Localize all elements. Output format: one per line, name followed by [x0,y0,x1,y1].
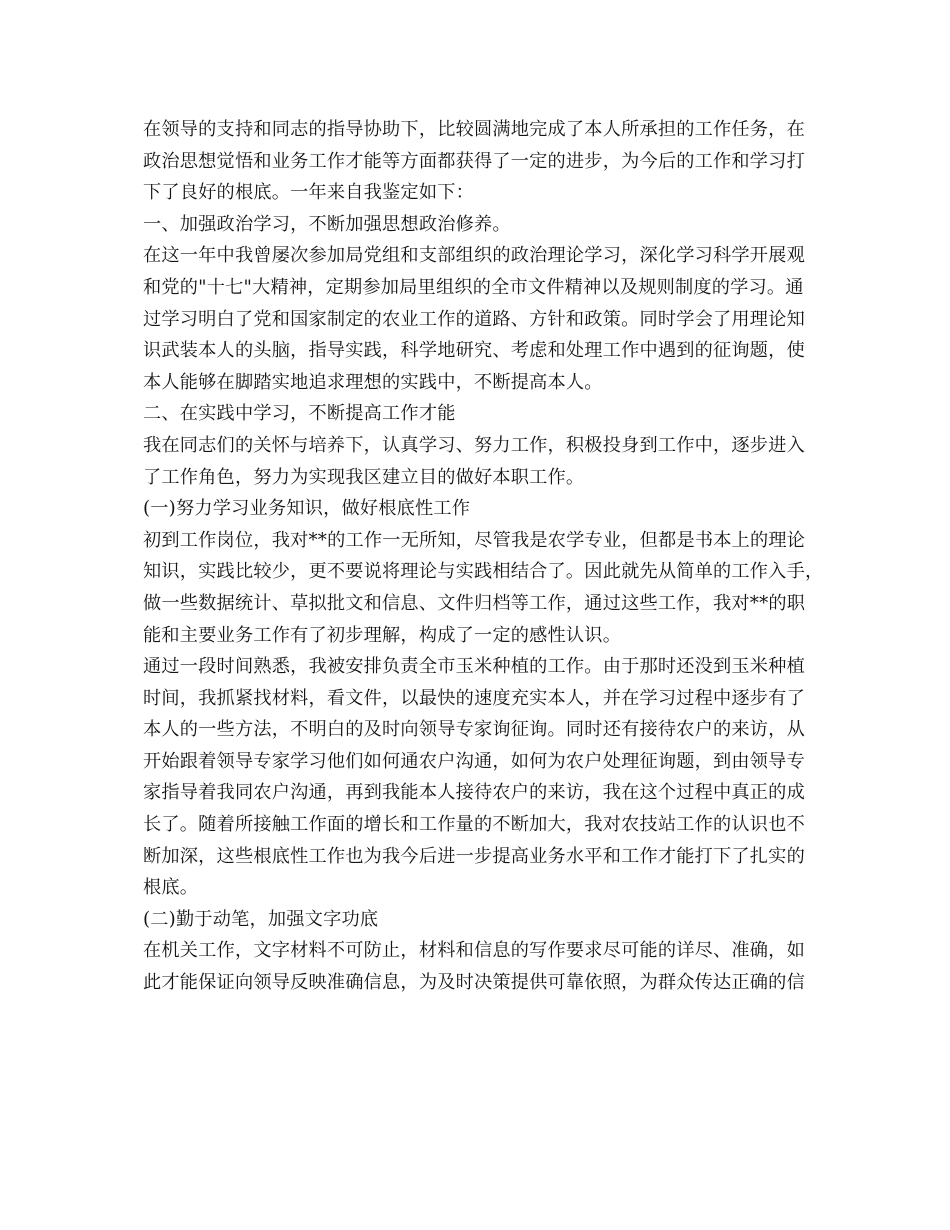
text-line: 家指导着我同农户沟通，再到我能本人接待农户的来访，我在这个过程中真正的成 [143,782,805,804]
text-line: 本人的一些方法，不明白的及时向领导专家询征询。同时还有接待农户的来访，从 [143,719,805,741]
text-line: 通过一段时间熟悉，我被安排负责全市玉米种植的工作。由于那时还没到玉米种植 [143,656,805,678]
text-line: 能和主要业务工作有了初步理解，构成了一定的感性认识。 [143,624,622,646]
text-line: 一、加强政治学习，不断加强思想政治修养。 [143,213,511,235]
paragraph-political-study [143,240,823,398]
text-line: 政治思想觉悟和业务工作才能等方面都获得了一定的进步，为今后的工作和学习打 [143,150,805,172]
text-line: 下了良好的根底。一年来自我鉴定如下： [143,182,474,204]
text-line: 过学习明白了党和国家制定的农业工作的道路、方针和政策。同时学会了用理论知 [143,308,805,330]
section-heading-1 [143,209,823,241]
text-line: 根底。 [143,877,199,899]
paragraph-corn-planting [143,651,823,904]
text-line: 识武装本人的头脑，指导实践，科学地研究、考虑和处理工作中遇到的征询题，使 [143,340,805,362]
text-line: 和党的"十七"大精神，定期参加局里组织的全市文件精神以及规则制度的学习。通 [143,276,804,298]
text-line: 二、在实践中学习，不断提高工作才能 [143,403,456,425]
paragraph-writing [143,935,823,998]
text-line: 知识，实践比较少，更不要说将理论与实践相结合了。因此就先从简单的工作入手， [143,561,824,583]
text-line: 断加深，这些根底性工作也为我今后进一步提高业务水平和工作才能打下了扎实的 [143,845,805,867]
text-line: 此才能保证向领导反映准确信息，为及时决策提供可靠依照，为群众传达正确的信 [143,972,805,994]
text-line: (二)勤于动笔，加强文字功底 [143,908,379,930]
paragraph-intro [143,114,823,209]
document-body [143,114,823,999]
text-line: 在领导的支持和同志的指导协助下，比较圆满地完成了本人所承担的工作任务，在 [143,119,805,140]
text-line: 本人能够在脚踏实地追求理想的实践中，不断提高本人。 [143,371,603,393]
subsection-heading-1 [143,493,823,525]
text-line: 长了。随着所接触工作面的增长和工作量的不断加大，我对农技站工作的认识也不 [143,814,805,836]
text-line: 时间，我抓紧找材料，看文件，以最快的速度充实本人，并在学习过程中逐步有了 [143,687,805,709]
text-line: (一)努力学习业务知识，做好根底性工作 [143,498,471,520]
text-line: 在机关工作，文字材料不可防止，材料和信息的写作要求尽可能的详尽、准确，如 [143,940,805,962]
paragraph-practice [143,430,823,493]
text-line: 开始跟着领导专家学习他们如何通农户沟通，如何为农户处理征询题，到由领导专 [143,750,805,772]
subsection-heading-2 [143,904,823,936]
text-line: 我在同志们的关怀与培养下，认真学习、努力工作，积极投身到工作中，逐步进入 [143,434,805,456]
text-line: 做一些数据统计、草拟批文和信息、文件归档等工作，通过这些工作，我对**的职 [143,592,806,614]
section-heading-2 [143,398,823,430]
text-line: 在这一年中我曾屡次参加局党组和支部组织的政治理论学习，深化学习科学开展观 [143,245,805,267]
text-line: 初到工作岗位，我对**的工作一无所知，尽管我是农学专业，但都是书本上的理论 [143,529,806,551]
text-line: 了工作角色，努力为实现我区建立目的做好本职工作。 [143,466,585,488]
paragraph-basic-work [143,525,823,651]
